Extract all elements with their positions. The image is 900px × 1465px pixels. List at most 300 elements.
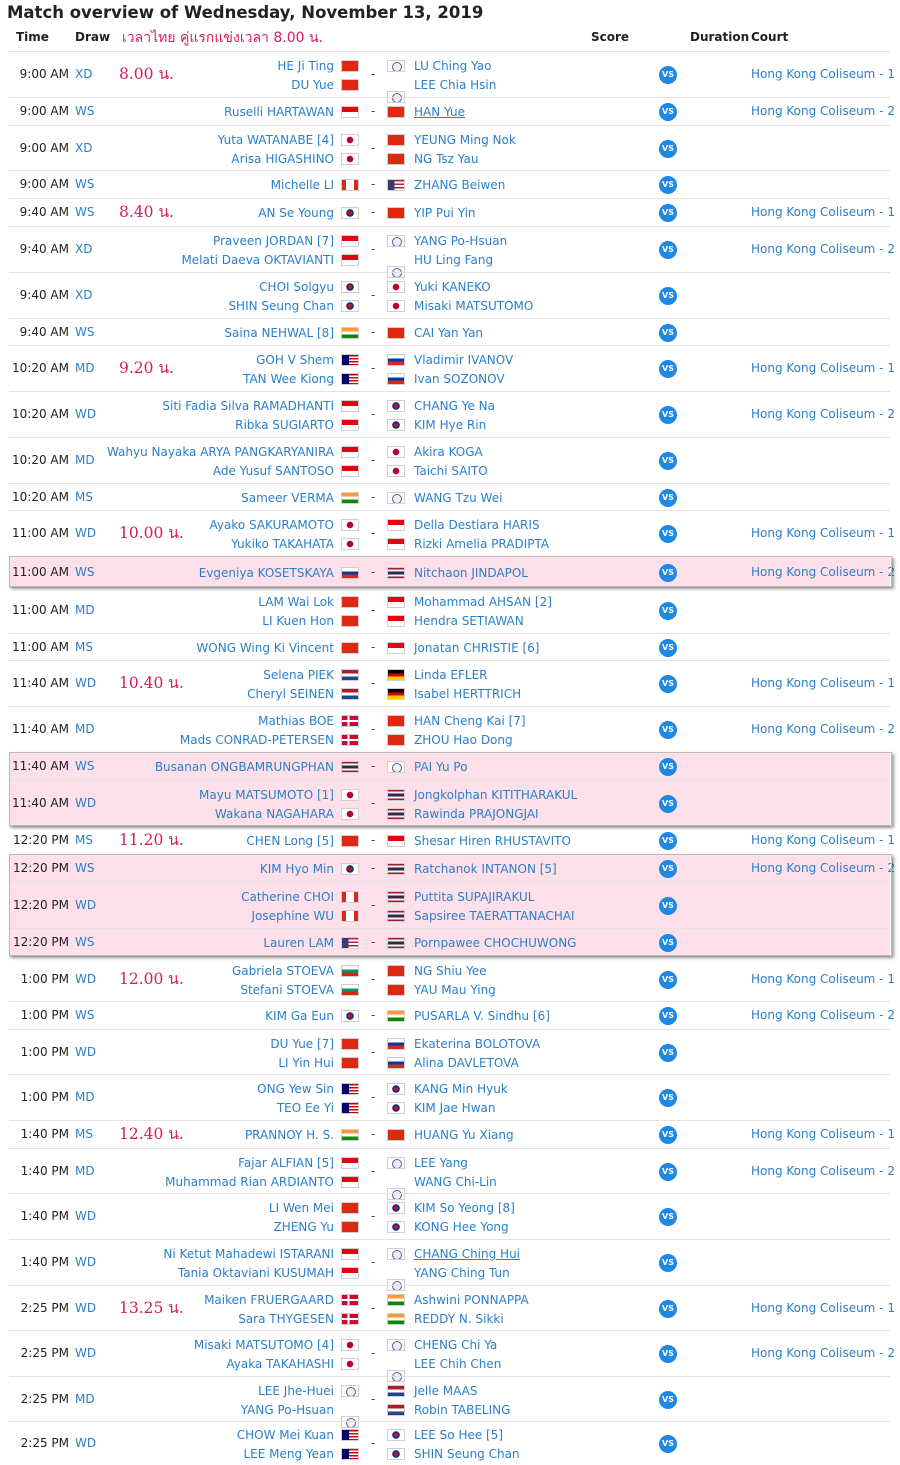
player-link[interactable]: HAN Yue: [414, 105, 465, 119]
match-time: 9:40 AM: [19, 324, 69, 339]
player-link[interactable]: Evgeniya KOSETSKAYA: [198, 565, 334, 580]
match-row: [9, 226, 895, 272]
jpn-flag-icon: [341, 134, 359, 146]
match-time: 11:40 AM: [12, 758, 69, 773]
match-row: [9, 510, 895, 556]
player-link[interactable]: Fajar ALFIAN [5]: [238, 1155, 334, 1170]
match-time: 12:20 PM: [13, 935, 69, 949]
match-draw-link[interactable]: WS: [75, 205, 95, 219]
ned-flag-icon: [341, 669, 359, 681]
vs-icon[interactable]: VS: [659, 795, 677, 813]
match-time: 1:40 PM: [20, 1209, 69, 1223]
player-link[interactable]: LEE Chih Chen: [414, 1357, 502, 1371]
player-link[interactable]: LEE So Hee [5]: [414, 1428, 504, 1442]
chn-flag-icon: [387, 327, 405, 339]
court-link[interactable]: Hong Kong Coliseum - 1: [751, 971, 895, 986]
match-draw-link[interactable]: MD: [75, 361, 95, 375]
court-link[interactable]: Hong Kong Coliseum - 2: [751, 242, 895, 256]
versus-separator: -: [371, 833, 376, 847]
player-link[interactable]: Ekaterina BOLOTOVA: [414, 1036, 541, 1051]
player-link[interactable]: YANG Po-Hsuan: [414, 234, 508, 248]
match-time: 1:40 PM: [20, 1127, 69, 1141]
player-link[interactable]: Wakana NAGAHARA: [214, 806, 334, 821]
versus-separator: -: [371, 564, 376, 579]
match-row: [9, 1001, 895, 1029]
kor-flag-icon: [341, 300, 359, 312]
player-link[interactable]: ZHANG Beiwen: [414, 178, 506, 192]
match-draw-link[interactable]: WD: [75, 1209, 97, 1223]
vs-icon[interactable]: VS: [659, 934, 677, 952]
player-link[interactable]: Nitchaon JINDAPOL: [414, 565, 528, 580]
tha-flag-icon: [387, 937, 405, 949]
vs-icon[interactable]: VS: [659, 675, 677, 693]
match-draw-link[interactable]: WD: [75, 1300, 97, 1315]
court-link[interactable]: Hong Kong Coliseum - 1: [751, 67, 895, 81]
player-link[interactable]: PAI Yu Po: [414, 759, 468, 774]
match-draw-link[interactable]: WS: [75, 860, 95, 875]
den-flag-icon: [341, 1294, 359, 1306]
vs-icon[interactable]: VS: [659, 204, 677, 222]
player-link[interactable]: WANG Tzu Wei: [414, 490, 503, 505]
player-link[interactable]: GOH V Shem: [256, 353, 334, 367]
vs-icon[interactable]: VS: [659, 721, 677, 739]
match-row: [9, 483, 890, 510]
versus-separator: -: [371, 361, 376, 375]
player-link[interactable]: HU Ling Fang: [414, 253, 494, 267]
player-link[interactable]: LI Wen Mei: [268, 1201, 334, 1215]
court-link[interactable]: Hong Kong Coliseum - 2: [751, 722, 895, 736]
tha-flag-icon: [341, 761, 359, 773]
player-link[interactable]: CHEN Long [5]: [246, 834, 334, 848]
player-link[interactable]: Siti Fadia Silva RAMADHANTI: [162, 399, 334, 413]
match-draw-link[interactable]: MD: [75, 722, 95, 736]
versus-separator: -: [371, 603, 376, 617]
player-link[interactable]: Busanan ONGBAMRUNGPHAN: [154, 759, 334, 774]
match-draw-link[interactable]: WD: [75, 407, 97, 421]
player-link[interactable]: Sameer VERMA: [241, 490, 334, 505]
player-link[interactable]: Jongkolphan KITITHARAKUL: [414, 787, 578, 802]
vs-icon[interactable]: VS: [659, 564, 677, 582]
player-link[interactable]: CHOW Mei Kuan: [236, 1428, 334, 1442]
player-link[interactable]: Ni Ketut Mahadewi ISTARANI: [163, 1247, 334, 1261]
player-link[interactable]: Cheryl SEINEN: [247, 687, 334, 701]
match-draw-link[interactable]: MD: [75, 603, 95, 617]
player-link[interactable]: Rizki Amelia PRADIPTA: [414, 537, 550, 551]
match-draw-link[interactable]: XD: [75, 67, 93, 81]
vs-icon[interactable]: VS: [659, 176, 677, 194]
match-draw-link[interactable]: MS: [75, 833, 93, 847]
player-link[interactable]: Rawinda PRAJONGJAI: [414, 806, 539, 821]
vs-icon[interactable]: VS: [659, 602, 677, 620]
court-link[interactable]: Hong Kong Coliseum - 2: [751, 860, 895, 875]
match-draw-link[interactable]: WS: [75, 1008, 95, 1022]
player-link[interactable]: PRANNOY H. S.: [244, 1128, 334, 1142]
player-link[interactable]: Stefani STOEVA: [240, 982, 334, 997]
bul-flag-icon: [341, 965, 359, 977]
player-link[interactable]: Ivan SOZONOV: [414, 372, 505, 386]
player-link[interactable]: LEE Jhe-Huei: [258, 1383, 334, 1398]
match-draw-link[interactable]: MS: [75, 1127, 93, 1141]
player-link[interactable]: KIM Hye Rin: [414, 418, 487, 432]
player-link[interactable]: Linda EFLER: [414, 668, 488, 682]
vs-icon[interactable]: VS: [659, 287, 677, 305]
ina-flag-icon: [341, 1157, 359, 1169]
player-link[interactable]: CHENG Chi Ya: [414, 1338, 498, 1352]
player-link[interactable]: Mathias BOE: [258, 714, 334, 728]
player-link[interactable]: Tania Oktaviani KUSUMAH: [177, 1266, 334, 1280]
player-link[interactable]: LI Yin Hui: [278, 1055, 334, 1070]
vs-icon[interactable]: VS: [659, 1163, 677, 1181]
match-row: [9, 1330, 895, 1376]
ina-flag-icon: [387, 835, 405, 847]
tpe-flag-icon: [387, 235, 405, 247]
match-draw-link[interactable]: WD: [75, 795, 97, 810]
thai-time-annotation: 12.00 น.: [119, 969, 184, 988]
match-draw-link[interactable]: WD: [75, 897, 97, 912]
vs-icon[interactable]: VS: [659, 525, 677, 543]
tha-flag-icon: [387, 808, 405, 820]
vs-icon[interactable]: VS: [659, 1044, 677, 1062]
vs-icon[interactable]: VS: [659, 758, 677, 776]
jpn-flag-icon: [341, 153, 359, 165]
match-draw-link[interactable]: WS: [75, 935, 95, 949]
player-link[interactable]: KANG Min Hyuk: [414, 1082, 508, 1096]
ind-flag-icon: [387, 1294, 405, 1306]
player-link[interactable]: REDDY N. Sikki: [414, 1311, 504, 1326]
ned-flag-icon: [387, 1404, 405, 1416]
player-link[interactable]: Muhammad Rian ARDIANTO: [165, 1174, 334, 1189]
match-draw-link[interactable]: MD: [75, 1090, 95, 1104]
match-draw-link[interactable]: WD: [75, 1255, 97, 1269]
player-link[interactable]: LEE Yang: [414, 1155, 468, 1170]
vs-icon[interactable]: VS: [659, 1300, 677, 1318]
tpe-flag-icon: [387, 1248, 405, 1260]
match-draw-link[interactable]: WD: [75, 526, 97, 540]
player-link[interactable]: KIM Hyo Min: [259, 861, 334, 876]
player-link[interactable]: KIM Jae Hwan: [414, 1101, 496, 1115]
mas-flag-icon: [341, 1429, 359, 1441]
match-time: 2:25 PM: [20, 1346, 69, 1360]
player-link[interactable]: YAU Mau Ying: [414, 982, 496, 997]
court-link[interactable]: Hong Kong Coliseum - 2: [751, 104, 895, 118]
bul-flag-icon: [341, 984, 359, 996]
player-link[interactable]: Ruselli HARTAWAN: [224, 105, 334, 119]
player-link[interactable]: CHANG Ching Hui: [414, 1247, 521, 1261]
player-link[interactable]: Della Destiara HARIS: [414, 518, 540, 532]
vs-icon[interactable]: VS: [659, 452, 677, 470]
ina-flag-icon: [387, 519, 405, 531]
player-link[interactable]: Mads CONRAD-PETERSEN: [179, 733, 334, 747]
match-draw-link[interactable]: MS: [75, 639, 93, 654]
court-link[interactable]: Hong Kong Coliseum - 2: [751, 564, 895, 579]
match-time: 9:00 AM: [19, 177, 69, 191]
chn-flag-icon: [341, 1038, 359, 1050]
player-link[interactable]: CAI Yan Yan: [414, 325, 484, 340]
player-link[interactable]: Lauren LAM: [263, 936, 334, 950]
player-link[interactable]: Pornpawee CHOCHUWONG: [414, 936, 577, 950]
versus-separator: -: [371, 1008, 376, 1022]
player-link[interactable]: YEUNG Ming Nok: [414, 132, 516, 147]
match-draw-link[interactable]: WD: [75, 971, 97, 986]
match-draw-link[interactable]: WS: [75, 324, 95, 339]
mas-flag-icon: [341, 1102, 359, 1114]
match-draw-link[interactable]: MD: [75, 1391, 95, 1406]
thai-time-annotation: 10.40 น.: [119, 674, 184, 692]
hkg-flag-icon: [387, 134, 405, 146]
court-link[interactable]: Hong Kong Coliseum - 1: [751, 833, 895, 847]
vs-icon[interactable]: VS: [659, 406, 677, 424]
player-link[interactable]: LI Kuen Hon: [262, 614, 334, 628]
player-link[interactable]: ONG Yew Sin: [257, 1082, 334, 1096]
draw-column-header[interactable]: Draw: [75, 30, 111, 44]
rus-flag-icon: [387, 1057, 405, 1069]
player-link[interactable]: DU Yue: [291, 78, 334, 92]
player-link[interactable]: Jelle MAAS: [414, 1383, 478, 1398]
den-flag-icon: [341, 734, 359, 746]
player-link[interactable]: Ayako SAKURAMOTO: [209, 518, 334, 532]
player-link[interactable]: YANG Po-Hsuan: [240, 1402, 334, 1417]
player-link[interactable]: Hendra SETIAWAN: [414, 614, 524, 628]
player-link[interactable]: Ashwini PONNAPPA: [414, 1292, 529, 1307]
match-draw-link[interactable]: XD: [75, 140, 93, 155]
chn-flag-icon: [387, 1129, 405, 1141]
kor-flag-icon: [387, 1102, 405, 1114]
match-draw-link[interactable]: MS: [75, 489, 93, 504]
tpe-flag-icon: [341, 1385, 359, 1397]
court-link[interactable]: Hong Kong Coliseum - 2: [751, 1346, 895, 1360]
hkg-flag-icon: [387, 207, 405, 219]
player-link[interactable]: Alina DAVLETOVA: [414, 1055, 519, 1070]
player-link[interactable]: Vladimir IVANOV: [414, 353, 514, 367]
jpn-flag-icon: [341, 1358, 359, 1370]
vs-icon[interactable]: VS: [659, 1126, 677, 1144]
versus-separator: -: [371, 758, 376, 773]
vs-icon[interactable]: VS: [659, 639, 677, 657]
vs-icon[interactable]: VS: [659, 971, 677, 989]
match-time: 9:00 AM: [19, 67, 69, 81]
vs-icon[interactable]: VS: [659, 241, 677, 259]
tha-flag-icon: [387, 789, 405, 801]
jpn-flag-icon: [341, 789, 359, 801]
court-link[interactable]: Hong Kong Coliseum - 1: [751, 676, 895, 690]
match-draw-link[interactable]: XD: [75, 288, 93, 302]
match-row: [9, 881, 890, 928]
vs-icon[interactable]: VS: [659, 1007, 677, 1025]
can-flag-icon: [341, 891, 359, 903]
player-link[interactable]: Yuki KANEKO: [414, 280, 491, 294]
versus-separator: -: [371, 526, 376, 540]
hkg-flag-icon: [341, 596, 359, 608]
player-link[interactable]: LEE Meng Yean: [243, 1447, 334, 1461]
player-link[interactable]: LAM Wai Lok: [258, 595, 334, 609]
match-row: [9, 1120, 895, 1148]
player-link[interactable]: KIM Ga Eun: [265, 1009, 334, 1023]
court-link[interactable]: Hong Kong Coliseum - 2: [751, 1163, 895, 1178]
vs-icon[interactable]: VS: [659, 1208, 677, 1226]
jpn-flag-icon: [341, 538, 359, 550]
player-link[interactable]: Sara THYGESEN: [238, 1311, 334, 1326]
player-link[interactable]: WONG Wing Ki Vincent: [196, 640, 334, 655]
can-flag-icon: [341, 910, 359, 922]
player-link[interactable]: HE Ji Ting: [277, 59, 334, 73]
player-link[interactable]: Mohammad AHSAN [2]: [414, 595, 552, 609]
kor-flag-icon: [387, 400, 405, 412]
player-link[interactable]: KIM So Yeong [8]: [414, 1201, 515, 1215]
tpe-flag-icon: [387, 761, 405, 773]
court-link[interactable]: Hong Kong Coliseum - 1: [751, 1127, 895, 1141]
player-link[interactable]: Ribka SUGIARTO: [235, 418, 334, 432]
match-draw-link[interactable]: WD: [75, 1346, 97, 1360]
player-link[interactable]: Michelle LI: [270, 178, 334, 192]
player-link[interactable]: YANG Ching Tun: [414, 1266, 510, 1280]
player-link[interactable]: LU Ching Yao: [414, 59, 492, 73]
player-link[interactable]: Josephine WU: [251, 908, 334, 923]
player-link[interactable]: Gabriela STOEVA: [231, 963, 334, 978]
match-draw-link[interactable]: WS: [75, 177, 95, 191]
player-link[interactable]: Sapsiree TAERATTANACHAI: [414, 908, 575, 923]
player-link[interactable]: Yuta WATANABE [4]: [217, 132, 334, 147]
den-flag-icon: [341, 715, 359, 727]
match-row: [9, 779, 890, 826]
player-link[interactable]: Selena PIEK: [263, 668, 334, 682]
player-link[interactable]: LEE Chia Hsin: [414, 78, 497, 92]
match-draw-link[interactable]: WD: [75, 676, 97, 690]
player-link[interactable]: YIP Pui Yin: [414, 206, 476, 220]
player-link[interactable]: Wahyu Nayaka ARYA PANGKARYANIRA: [106, 445, 334, 459]
match-row: [9, 437, 890, 483]
player-link[interactable]: KONG Hee Yong: [414, 1220, 509, 1234]
versus-separator: -: [371, 971, 376, 986]
court-link[interactable]: Hong Kong Coliseum - 2: [751, 407, 895, 421]
player-link[interactable]: Maiken FRUERGAARD: [204, 1292, 334, 1307]
thai-time-annotation: 11.20 น.: [119, 831, 184, 849]
match-draw-link[interactable]: WD: [75, 1436, 97, 1450]
player-link[interactable]: PUSARLA V. Sindhu [6]: [414, 1009, 550, 1023]
player-link[interactable]: Puttita SUPAJIRAKUL: [414, 889, 535, 904]
player-link[interactable]: Misaki MATSUTOMO [4]: [193, 1338, 334, 1352]
versus-separator: -: [371, 1391, 376, 1406]
match-row: [9, 97, 895, 125]
ina-flag-icon: [341, 465, 359, 477]
match-time: 1:40 PM: [20, 1163, 69, 1178]
kor-flag-icon: [341, 863, 359, 875]
vs-icon[interactable]: VS: [659, 324, 677, 342]
vs-icon[interactable]: VS: [659, 1435, 677, 1453]
player-link[interactable]: Isabel HERTTRICH: [414, 687, 522, 701]
versus-separator: -: [371, 1255, 376, 1269]
tpe-flag-icon: [387, 492, 405, 504]
player-link[interactable]: Arisa HIGASHINO: [231, 151, 334, 166]
vs-icon[interactable]: VS: [659, 489, 677, 507]
jpn-flag-icon: [387, 300, 405, 312]
match-draw-link[interactable]: MD: [75, 453, 95, 467]
thai-time-annotation: 12.40 น.: [119, 1125, 184, 1143]
player-link[interactable]: Ade Yusuf SANTOSO: [212, 464, 334, 478]
player-link[interactable]: Ratchanok INTANON [5]: [414, 861, 557, 876]
match-time: 1:40 PM: [20, 1255, 69, 1269]
player-link[interactable]: AN Se Young: [258, 206, 334, 220]
vs-icon[interactable]: VS: [659, 103, 677, 121]
ina-flag-icon: [341, 1176, 359, 1188]
hkg-flag-icon: [387, 984, 405, 996]
player-link[interactable]: Jonatan CHRISTIE [6]: [414, 640, 540, 655]
match-draw-link[interactable]: WS: [75, 758, 95, 773]
vs-icon[interactable]: VS: [659, 1345, 677, 1363]
match-draw-link[interactable]: WS: [75, 104, 95, 118]
kor-flag-icon: [387, 1448, 405, 1460]
vs-icon[interactable]: VS: [659, 360, 677, 378]
thai-time-annotation: 13.25 น.: [119, 1298, 184, 1317]
player-link[interactable]: Saina NEHWAL [8]: [224, 325, 334, 340]
player-link[interactable]: CHANG Ye Na: [414, 399, 495, 413]
player-link[interactable]: Ayaka TAKAHASHI: [226, 1357, 334, 1371]
player-link[interactable]: ZHENG Yu: [273, 1220, 334, 1234]
player-link[interactable]: Mayu MATSUMOTO [1]: [199, 787, 334, 802]
court-link[interactable]: Hong Kong Coliseum - 2: [751, 1008, 895, 1022]
match-draw-link[interactable]: WS: [75, 564, 95, 579]
match-time: 2:25 PM: [20, 1391, 69, 1406]
player-link[interactable]: DU Yue [7]: [270, 1036, 334, 1051]
match-time: 11:40 AM: [12, 722, 69, 736]
player-link[interactable]: Robin TABELING: [414, 1402, 511, 1417]
match-time: 9:40 AM: [19, 205, 69, 219]
player-link[interactable]: SHIN Seung Chan: [228, 299, 334, 313]
vs-icon[interactable]: VS: [659, 140, 677, 158]
player-link[interactable]: CHOI Solgyu: [259, 280, 334, 294]
court-link[interactable]: Hong Kong Coliseum - 1: [751, 361, 895, 375]
player-link[interactable]: Melati Daeva OKTAVIANTI: [181, 253, 334, 267]
player-link[interactable]: TAN Wee Kiong: [243, 372, 334, 386]
match-draw-link[interactable]: WD: [75, 1044, 97, 1059]
player-link[interactable]: WANG Chi-Lin: [414, 1174, 497, 1189]
player-link[interactable]: HUANG Yu Xiang: [414, 1128, 514, 1142]
kor-flag-icon: [387, 419, 405, 431]
vs-icon[interactable]: VS: [659, 860, 677, 878]
player-link[interactable]: Praveen JORDAN [7]: [213, 234, 334, 248]
vs-icon[interactable]: VS: [659, 897, 677, 915]
vs-icon[interactable]: VS: [659, 1089, 677, 1107]
court-link[interactable]: Hong Kong Coliseum - 1: [751, 1300, 895, 1315]
rus-flag-icon: [341, 567, 359, 579]
player-link[interactable]: NG Tsz Yau: [414, 151, 479, 166]
player-link[interactable]: Misaki MATSUTOMO: [414, 299, 534, 313]
player-link[interactable]: ZHOU Hao Dong: [414, 733, 513, 747]
match-draw-link[interactable]: MD: [75, 1163, 95, 1178]
match-draw-link[interactable]: XD: [75, 242, 93, 256]
player-link[interactable]: Shesar Hiren RHUSTAVITO: [414, 834, 571, 848]
court-link[interactable]: Hong Kong Coliseum - 1: [751, 205, 895, 219]
rus-flag-icon: [387, 354, 405, 366]
vs-icon[interactable]: VS: [659, 1391, 677, 1409]
vs-icon[interactable]: VS: [659, 832, 677, 850]
player-link[interactable]: NG Shiu Yee: [414, 963, 487, 978]
player-link[interactable]: SHIN Seung Chan: [414, 1447, 520, 1461]
player-link[interactable]: TEO Ee Yi: [276, 1101, 334, 1115]
player-link[interactable]: Akira KOGA: [414, 445, 483, 459]
player-link[interactable]: HAN Cheng Kai [7]: [414, 714, 526, 728]
player-link[interactable]: Taichi SAITO: [414, 464, 488, 478]
player-link[interactable]: Yukiko TAKAHATA: [231, 537, 334, 551]
match-time: 9:00 AM: [19, 140, 69, 155]
player-link[interactable]: Catherine CHOI: [241, 889, 334, 904]
time-column-header[interactable]: Time: [16, 30, 49, 44]
vs-icon[interactable]: VS: [659, 1254, 677, 1272]
kor-flag-icon: [387, 1202, 405, 1214]
kor-flag-icon: [341, 281, 359, 293]
vs-icon[interactable]: VS: [659, 66, 677, 84]
court-link[interactable]: Hong Kong Coliseum - 1: [751, 526, 895, 540]
versus-separator: -: [371, 1300, 376, 1315]
